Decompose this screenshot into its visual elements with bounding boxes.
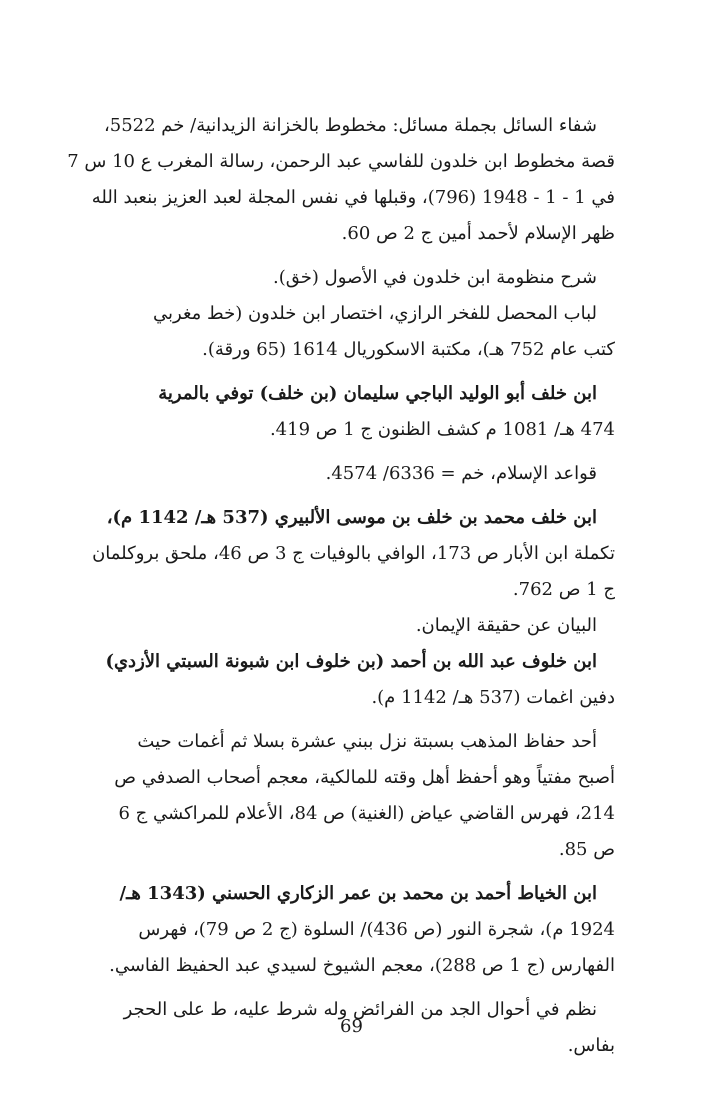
entry-line: ص 85. xyxy=(558,839,615,860)
entry-line: قصة مخطوط ابن خلدون للفاسي عبد الرحمن، رسالة المغرب ع 10 س 7 xyxy=(67,151,615,172)
paragraph-gap xyxy=(60,252,615,260)
paragraph-gap xyxy=(60,716,615,724)
entry-line: الفهارس (ج 1 ص 288)، معجم الشيوخ لسيدي عبد الحفيظ الفاسي. xyxy=(109,955,615,976)
entry-line: نظم في أحوال الجد من الفرائض وله شرط عليه، ط على الحجر xyxy=(123,999,597,1020)
entry-line: دفين اغمات (537 هـ/ 1142 م). xyxy=(371,687,615,708)
entry-baji xyxy=(60,376,615,448)
entry-line: لباب المحصل للفخر الرازي، اختصار ابن خلدون (خط مغربي xyxy=(153,303,597,324)
entry-bayan xyxy=(60,608,615,644)
entry-albiri xyxy=(60,500,615,608)
entry-lubab xyxy=(60,296,615,368)
paragraph-gap xyxy=(60,984,615,992)
entry-heading-line: ابن الخياط أحمد بن محمد بن عمر الزكاري الحسني (1343 هـ/ xyxy=(119,883,597,904)
paragraph-gap xyxy=(60,492,615,500)
page-body xyxy=(60,108,615,1064)
entry-heading-line: ابن خلف أبو الوليد الباجي سليمان (بن خلف) توفي بالمرية xyxy=(158,383,597,404)
entry-line: 1924 م)، شجرة النور (ص 436)/ السلوة (ج 2 ص 79)، فهرس xyxy=(138,919,615,940)
entry-line: أحد حفاظ المذهب بسبتة نزل ببني عشرة بسلا ثم أغمات حيث xyxy=(137,731,597,752)
entry-line: بفاس. xyxy=(567,1035,615,1056)
paragraph-gap xyxy=(60,368,615,376)
entry-line: في 1 - 1 - 1948 (796)، وقبلها في نفس المجلة لعبد العزيز بنعبد الله xyxy=(91,187,615,208)
entry-ahad xyxy=(60,724,615,868)
entry-qawaid xyxy=(60,456,615,492)
entry-sharh xyxy=(60,260,615,296)
paragraph-gap xyxy=(60,448,615,456)
entry-line: 474 هـ/ 1081 م كشف الظنون ج 1 ص 419. xyxy=(269,419,615,440)
entry-line: تكملة ابن الأبار ص 173، الوافي بالوفيات ج 3 ص 46، ملحق بروكلمان xyxy=(92,543,615,564)
entry-line: شفاء السائل بجملة مسائل: مخطوط بالخزانة الزيدانية/ خم 5522، xyxy=(103,115,597,136)
entry-shifa xyxy=(60,108,615,252)
entry-line: كتب عام 752 هـ)، مكتبة الاسكوريال 1614 (65 ورقة). xyxy=(202,339,615,360)
paragraph-gap xyxy=(60,868,615,876)
entry-line: 214، فهرس القاضي عياض (الغنية) ص 84، الأعلام للمراكشي ج 6 xyxy=(118,803,615,824)
entry-line: ج 1 ص 762. xyxy=(512,579,615,600)
entry-line: أصبح مفتياً وهو أحفظ أهل وقته للمالكية، معجم أصحاب الصدفي ص xyxy=(114,767,615,788)
entry-heading-line: ابن خلوف عبد الله بن أحمد (بن خلوف ابن شبونة السبتي الأزدي) xyxy=(105,651,597,672)
entry-khayyat xyxy=(60,876,615,984)
entry-line: ظهر الإسلام لأحمد أمين ج 2 ص 60. xyxy=(341,223,615,244)
entry-line: شرح منظومة ابن خلدون في الأصول (خق). xyxy=(273,267,597,288)
entry-khalluf xyxy=(60,644,615,716)
entry-heading-line: ابن خلف محمد بن خلف بن موسى الألبيري (537 هـ/ 1142 م)، xyxy=(106,507,597,528)
entry-line: البيان عن حقيقة الإيمان. xyxy=(415,615,597,636)
entry-line: قواعد الإسلام، خم = 6336/ 4574. xyxy=(325,463,597,484)
page-number: 69 xyxy=(340,1016,363,1037)
